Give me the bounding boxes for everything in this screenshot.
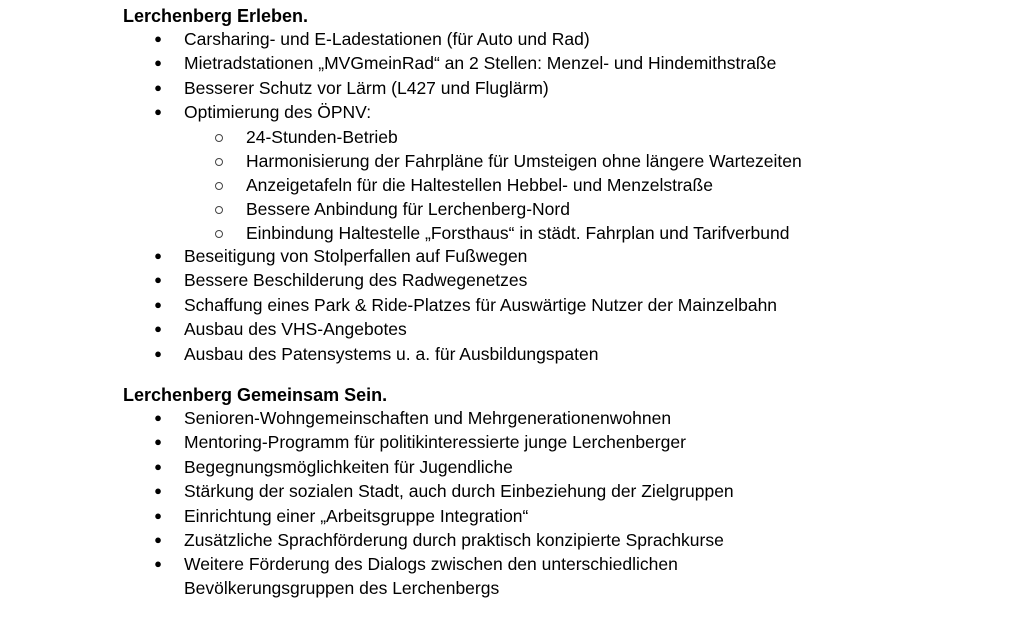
bullet-icon: ● — [154, 507, 162, 523]
section-title-gemeinsam: Lerchenberg Gemeinsam Sein. — [123, 385, 388, 405]
sub-list-item-text: Harmonisierung der Fahrpläne für Umsteigen ohne längere Wartezeiten — [246, 151, 802, 171]
sub-list-item-text: 24-Stunden-Betrieb — [246, 127, 398, 147]
bullet-icon: ● — [154, 31, 162, 46]
list-item-text: Ausbau des VHS-Angebotes — [184, 319, 407, 340]
list-item-text: Weitere Förderung des Dialogs zwischen den unterschiedlichen Bevölkerungsgruppen des Lerchenbergs — [184, 554, 678, 599]
list-item-text: Schaffung eines Park & Ride-Platzes für Auswärtige Nutzer der Mainzelbahn — [184, 294, 778, 315]
hollow-bullet-icon — [215, 182, 223, 190]
bullet-icon: ● — [154, 458, 162, 474]
hollow-bullet-icon — [215, 206, 223, 214]
list-item-text: Ausbau des Patensystems u. a. für Ausbildungspaten — [184, 343, 599, 364]
list-item-text: Bessere Beschilderung des Radwegenetzes — [184, 270, 528, 291]
bullet-icon: ● — [154, 434, 162, 450]
list-item-text: Carsharing- und E-Ladestationen (für Auto und Rad) — [184, 29, 590, 49]
list-item-text: Einrichtung einer „Arbeitsgruppe Integration“ — [184, 505, 529, 526]
bullet-icon: ● — [154, 104, 162, 120]
list-item-text: Mentoring-Programm für politikinteressierte junge Lerchenberger — [184, 432, 686, 453]
bullet-icon: ● — [154, 483, 162, 499]
list-item-text: Mietradstationen „MVGmeinRad“ an 2 Stellen: Menzel- und Hindemithstraße — [184, 53, 777, 74]
bullet-icon: ● — [154, 296, 162, 312]
list-item-text: Senioren-Wohngemeinschaften und Mehrgenerationenwohnen — [184, 408, 672, 428]
sub-list-item-text: Einbindung Haltestelle „Forsthaus“ in städt. Fahrplan und Tarifverbund — [246, 223, 790, 243]
bullet-icon: ● — [154, 345, 162, 361]
list-item-text: Beseitigung von Stolperfallen auf Fußwegen — [184, 246, 528, 266]
bullet-icon: ● — [154, 556, 162, 572]
list-item-text: Besserer Schutz vor Lärm (L427 und Fluglärm) — [184, 77, 549, 98]
bullet-icon: ● — [154, 531, 162, 547]
bullet-icon: ● — [154, 79, 162, 95]
list-item-text: Stärkung der sozialen Stadt, auch durch Einbeziehung der Zielgruppen — [184, 481, 734, 502]
list-item-text: Optimierung des ÖPNV: — [184, 102, 372, 123]
bullet-icon: ● — [154, 55, 162, 71]
hollow-bullet-icon — [215, 158, 223, 166]
section-title-erleben: Lerchenberg Erleben. — [123, 6, 309, 26]
hollow-bullet-icon — [215, 230, 223, 238]
sub-list-item-text: Bessere Anbindung für Lerchenberg-Nord — [246, 199, 570, 219]
hollow-bullet-icon — [215, 134, 223, 142]
sub-list-item-text: Anzeigetafeln für die Haltestellen Hebbel- und Menzelstraße — [246, 175, 713, 195]
bullet-icon: ● — [154, 410, 162, 425]
bullet-icon: ● — [154, 272, 162, 288]
bullet-icon: ● — [154, 321, 162, 337]
list-item-text: Zusätzliche Sprachförderung durch praktisch konzipierte Sprachkurse — [184, 529, 724, 550]
list-item-text: Begegnungsmöglichkeiten für Jugendliche — [184, 456, 513, 477]
bullet-icon: ● — [154, 248, 162, 263]
